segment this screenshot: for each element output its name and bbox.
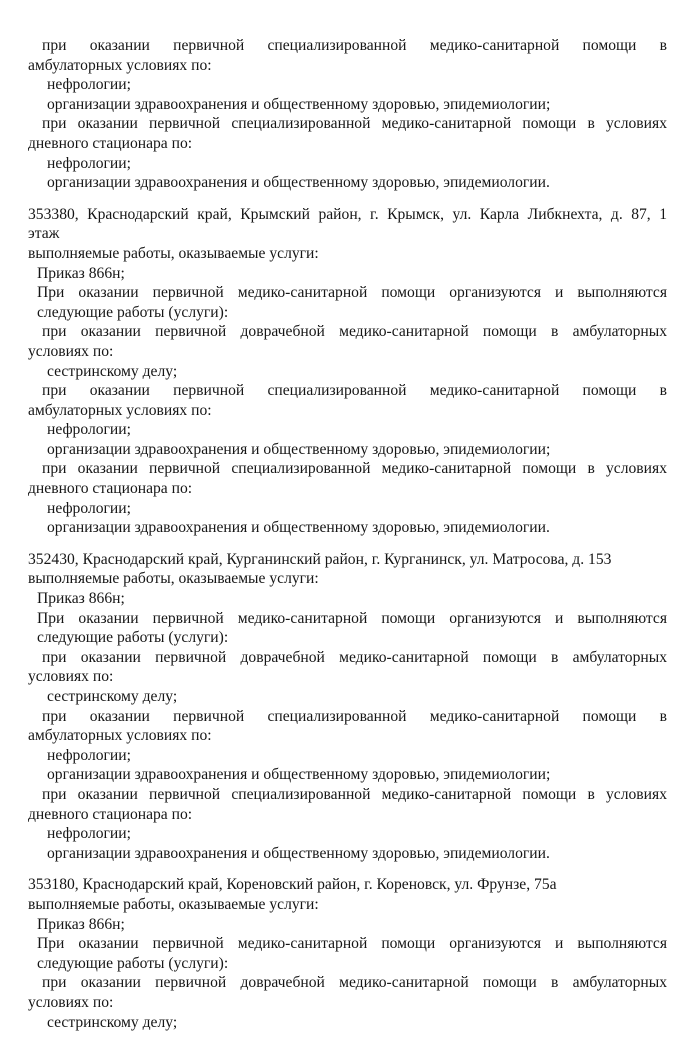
- text-line: 353180, Краснодарский край, Кореновский район, г. Кореновск, ул. Фрунзе, 75а: [28, 876, 557, 894]
- text-line: условиях по:: [28, 668, 114, 686]
- text-line: 353380, Краснодарский край, Крымский район, г. Крымск, ул. Карла Либкнехта, д. 87, 1: [28, 205, 667, 223]
- text-line: 352430, Краснодарский край, Курганинский район, г. Курганинск, ул. Матросова, д. 153: [28, 550, 612, 568]
- text-line: при оказании первичной специализированной медико-санитарной помощи в условиях: [42, 115, 667, 133]
- text-line: при оказании первичной доврачебной медико-санитарной помощи в амбулаторных: [42, 323, 667, 341]
- text-line: Приказ 866н;: [37, 264, 125, 282]
- text-line: условиях по:: [28, 342, 114, 360]
- text-line: при оказании первичной специализированной медико-санитарной помощи в: [42, 37, 667, 54]
- text-line: Приказ 866н;: [37, 915, 125, 933]
- text-line: нефрологии;: [47, 154, 131, 172]
- text-line: следующие работы (услуги):: [37, 303, 229, 321]
- text-line: выполняемые работы, оказываемые услуги:: [28, 244, 319, 262]
- text-line: нефрологии;: [47, 825, 131, 843]
- section-facility-353380-krymsk: [28, 205, 667, 538]
- text-line: при оказании первичной доврачебной медико-санитарной помощи в амбулаторных: [42, 648, 667, 666]
- text-line: при оказании первичной специализированной медико-санитарной помощи в условиях: [42, 460, 667, 478]
- text-line: сестринскому делу;: [47, 1013, 178, 1031]
- text-line: организации здравоохранения и общественному здоровью, эпидемиологии.: [47, 174, 550, 192]
- text-line: выполняемые работы, оказываемые услуги:: [28, 895, 319, 913]
- text-line: нефрологии;: [47, 421, 131, 439]
- text-line: При оказании первичной медико-санитарной помощи организуются и выполняются: [37, 609, 667, 627]
- text-line: при оказании первичной специализированной медико-санитарной помощи в условиях: [42, 785, 667, 803]
- text-line: следующие работы (услуги):: [37, 629, 229, 647]
- text-line: сестринскому делу;: [47, 688, 178, 705]
- text-line: нефрологии;: [47, 746, 131, 764]
- text-line: организации здравоохранения и общественному здоровью, эпидемиологии.: [47, 844, 550, 862]
- text-line: амбулаторных условиях по:: [28, 727, 212, 745]
- section-facility-352430-kurganinsk: [28, 550, 667, 864]
- text-line: при оказании первичной специализированной медико-санитарной помощи в: [42, 707, 667, 725]
- text-line: нефрологии;: [47, 76, 131, 94]
- text-line: При оказании первичной медико-санитарной помощи организуются и выполняются: [37, 284, 667, 302]
- text-line: при оказании первичной специализированной медико-санитарной помощи в: [42, 382, 667, 400]
- text-line: этаж: [28, 225, 60, 243]
- text-line: организации здравоохранения и общественному здоровью, эпидемиологии.: [47, 519, 550, 537]
- license-works-and-services-text: [28, 36, 667, 1032]
- text-line: организации здравоохранения и общественному здоровью, эпидемиологии;: [47, 440, 551, 458]
- section-facility-353180-korenovsk: [28, 875, 667, 1032]
- text-line: при оказании первичной доврачебной медико-санитарной помощи в амбулаторных: [42, 974, 667, 992]
- section-services-continued: [28, 36, 667, 193]
- text-line: выполняемые работы, оказываемые услуги:: [28, 570, 319, 588]
- text-line: дневного стационара по:: [28, 805, 193, 823]
- text-line: нефрологии;: [47, 499, 131, 517]
- text-line: амбулаторных условиях по:: [28, 401, 212, 419]
- text-line: амбулаторных условиях по:: [28, 56, 212, 74]
- text-line: организации здравоохранения и общественному здоровью, эпидемиологии;: [47, 95, 551, 113]
- text-line: дневного стационара по:: [28, 480, 193, 498]
- text-line: При оказании первичной медико-санитарной помощи организуются и выполняются: [37, 935, 667, 953]
- text-line: следующие работы (услуги):: [37, 954, 229, 972]
- text-line: дневного стационара по:: [28, 134, 193, 152]
- text-line: Приказ 866н;: [37, 590, 125, 608]
- text-line: сестринскому делу;: [47, 362, 178, 380]
- text-line: организации здравоохранения и общественному здоровью, эпидемиологии;: [47, 766, 551, 784]
- text-line: условиях по:: [28, 993, 114, 1011]
